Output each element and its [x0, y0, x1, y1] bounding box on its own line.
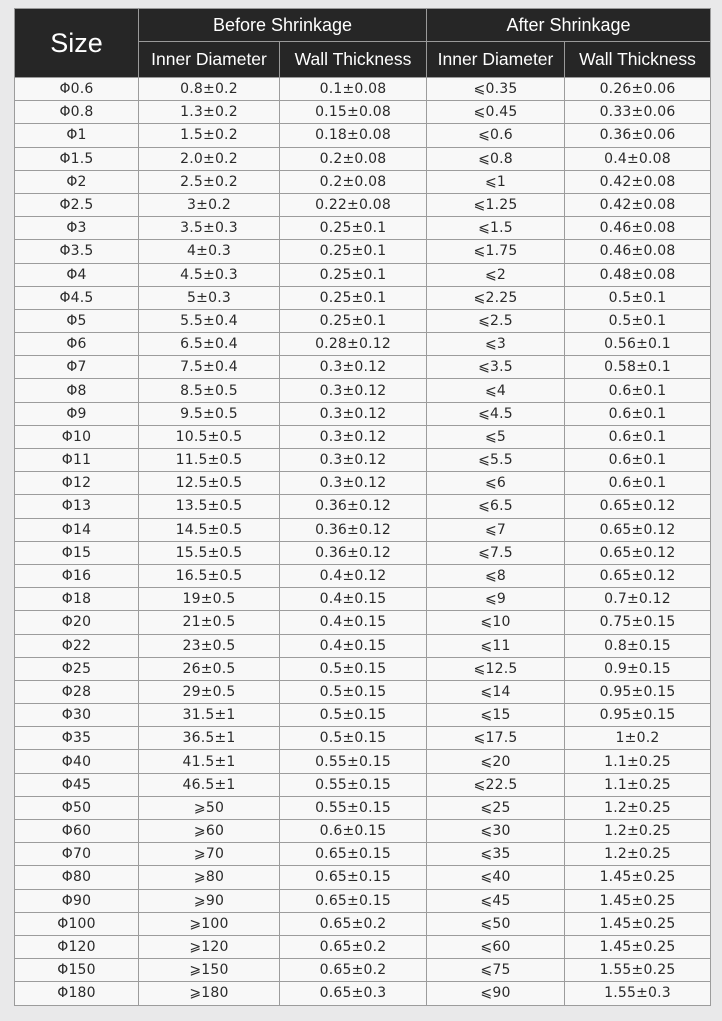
- size-cell: Φ25: [15, 657, 139, 680]
- before-inner-diameter-cell: 5±0.3: [139, 286, 280, 309]
- table-row: [15, 889, 711, 912]
- before-inner-diameter-cell: ⩾60: [139, 820, 280, 843]
- after-shrinkage-header: After Shrinkage: [427, 9, 711, 42]
- before-wall-thickness-cell: 0.55±0.15: [280, 773, 427, 796]
- size-cell: Φ15: [15, 541, 139, 564]
- before-inner-diameter-cell: 4±0.3: [139, 240, 280, 263]
- before-inner-diameter-cell: 21±0.5: [139, 611, 280, 634]
- table-row: [15, 680, 711, 703]
- size-cell: Φ16: [15, 564, 139, 587]
- after-wall-thickness-cell: 0.6±0.1: [565, 402, 711, 425]
- before-wall-thickness-cell: 0.3±0.12: [280, 472, 427, 495]
- after-inner-diameter-cell: ⩽10: [427, 611, 565, 634]
- before-inner-diameter-cell: 36.5±1: [139, 727, 280, 750]
- table-row: [15, 611, 711, 634]
- table-row: [15, 634, 711, 657]
- before-wall-thickness-header: Wall Thickness: [280, 42, 427, 78]
- table-row: [15, 78, 711, 101]
- after-wall-thickness-cell: 0.65±0.12: [565, 541, 711, 564]
- after-wall-thickness-cell: 0.6±0.1: [565, 472, 711, 495]
- table-row: [15, 124, 711, 147]
- before-wall-thickness-cell: 0.25±0.1: [280, 263, 427, 286]
- size-cell: Φ90: [15, 889, 139, 912]
- before-inner-diameter-cell: 9.5±0.5: [139, 402, 280, 425]
- after-inner-diameter-cell: ⩽25: [427, 796, 565, 819]
- after-wall-thickness-cell: 0.6±0.1: [565, 449, 711, 472]
- before-inner-diameter-cell: 2.0±0.2: [139, 147, 280, 170]
- before-inner-diameter-cell: 19±0.5: [139, 588, 280, 611]
- before-wall-thickness-cell: 0.18±0.08: [280, 124, 427, 147]
- after-inner-diameter-cell: ⩽1.5: [427, 217, 565, 240]
- before-wall-thickness-cell: 0.65±0.3: [280, 982, 427, 1005]
- before-wall-thickness-cell: 0.6±0.15: [280, 820, 427, 843]
- before-wall-thickness-cell: 0.25±0.1: [280, 286, 427, 309]
- before-wall-thickness-cell: 0.4±0.15: [280, 634, 427, 657]
- before-inner-diameter-cell: 5.5±0.4: [139, 309, 280, 332]
- after-wall-thickness-cell: 1.2±0.25: [565, 820, 711, 843]
- after-wall-thickness-cell: 1.55±0.25: [565, 959, 711, 982]
- after-inner-diameter-cell: ⩽60: [427, 935, 565, 958]
- size-cell: Φ45: [15, 773, 139, 796]
- before-wall-thickness-cell: 0.65±0.15: [280, 843, 427, 866]
- table-row: [15, 750, 711, 773]
- size-cell: Φ9: [15, 402, 139, 425]
- size-cell: Φ150: [15, 959, 139, 982]
- size-cell: Φ12: [15, 472, 139, 495]
- after-wall-thickness-cell: 0.58±0.1: [565, 356, 711, 379]
- after-wall-thickness-cell: 0.7±0.12: [565, 588, 711, 611]
- size-cell: Φ10: [15, 425, 139, 448]
- before-inner-diameter-cell: 16.5±0.5: [139, 564, 280, 587]
- size-cell: Φ5: [15, 309, 139, 332]
- after-inner-diameter-cell: ⩽6: [427, 472, 565, 495]
- after-inner-diameter-cell: ⩽17.5: [427, 727, 565, 750]
- size-cell: Φ20: [15, 611, 139, 634]
- before-wall-thickness-cell: 0.65±0.15: [280, 866, 427, 889]
- after-wall-thickness-cell: 0.33±0.06: [565, 101, 711, 124]
- size-cell: Φ6: [15, 333, 139, 356]
- after-inner-diameter-cell: ⩽35: [427, 843, 565, 866]
- size-cell: Φ180: [15, 982, 139, 1005]
- table-row: [15, 982, 711, 1005]
- after-inner-diameter-cell: ⩽14: [427, 680, 565, 703]
- after-inner-diameter-cell: ⩽7.5: [427, 541, 565, 564]
- spec-table-container: [14, 8, 710, 1006]
- before-wall-thickness-cell: 0.5±0.15: [280, 704, 427, 727]
- before-wall-thickness-cell: 0.55±0.15: [280, 796, 427, 819]
- table-row: [15, 518, 711, 541]
- size-cell: Φ3.5: [15, 240, 139, 263]
- size-cell: Φ18: [15, 588, 139, 611]
- table-row: [15, 843, 711, 866]
- before-inner-diameter-cell: 1.5±0.2: [139, 124, 280, 147]
- after-inner-diameter-cell: ⩽90: [427, 982, 565, 1005]
- after-inner-diameter-cell: ⩽5.5: [427, 449, 565, 472]
- before-inner-diameter-cell: 13.5±0.5: [139, 495, 280, 518]
- before-wall-thickness-cell: 0.15±0.08: [280, 101, 427, 124]
- after-inner-diameter-cell: ⩽2.5: [427, 309, 565, 332]
- before-wall-thickness-cell: 0.25±0.1: [280, 240, 427, 263]
- after-wall-thickness-cell: 0.65±0.12: [565, 495, 711, 518]
- table-row: [15, 773, 711, 796]
- table-row: [15, 217, 711, 240]
- before-inner-diameter-cell: 7.5±0.4: [139, 356, 280, 379]
- after-wall-thickness-cell: 0.6±0.1: [565, 425, 711, 448]
- size-cell: Φ30: [15, 704, 139, 727]
- after-wall-thickness-cell: 0.56±0.1: [565, 333, 711, 356]
- before-inner-diameter-cell: 23±0.5: [139, 634, 280, 657]
- table-row: [15, 309, 711, 332]
- size-cell: Φ70: [15, 843, 139, 866]
- after-wall-thickness-cell: 1.45±0.25: [565, 912, 711, 935]
- table-row: [15, 170, 711, 193]
- table-row: [15, 912, 711, 935]
- after-inner-diameter-cell: ⩽50: [427, 912, 565, 935]
- table-row: [15, 704, 711, 727]
- before-wall-thickness-cell: 0.36±0.12: [280, 495, 427, 518]
- table-row: [15, 935, 711, 958]
- after-wall-thickness-cell: 0.8±0.15: [565, 634, 711, 657]
- size-cell: Φ1: [15, 124, 139, 147]
- after-wall-thickness-cell: 0.42±0.08: [565, 170, 711, 193]
- table-row: [15, 147, 711, 170]
- after-inner-diameter-cell: ⩽0.8: [427, 147, 565, 170]
- after-inner-diameter-cell: ⩽2: [427, 263, 565, 286]
- after-wall-thickness-cell: 0.46±0.08: [565, 217, 711, 240]
- table-row: [15, 472, 711, 495]
- table-row: [15, 379, 711, 402]
- before-inner-diameter-cell: 3.5±0.3: [139, 217, 280, 240]
- after-inner-diameter-cell: ⩽3.5: [427, 356, 565, 379]
- before-wall-thickness-cell: 0.65±0.15: [280, 889, 427, 912]
- before-inner-diameter-cell: 14.5±0.5: [139, 518, 280, 541]
- before-wall-thickness-cell: 0.5±0.15: [280, 680, 427, 703]
- after-inner-diameter-cell: ⩽3: [427, 333, 565, 356]
- after-wall-thickness-cell: 0.46±0.08: [565, 240, 711, 263]
- size-cell: Φ13: [15, 495, 139, 518]
- before-wall-thickness-cell: 0.4±0.15: [280, 611, 427, 634]
- size-cell: Φ0.6: [15, 78, 139, 101]
- table-row: [15, 657, 711, 680]
- size-cell: Φ35: [15, 727, 139, 750]
- after-wall-thickness-cell: 1.45±0.25: [565, 889, 711, 912]
- before-inner-diameter-cell: 41.5±1: [139, 750, 280, 773]
- before-inner-diameter-cell: 29±0.5: [139, 680, 280, 703]
- before-inner-diameter-cell: 0.8±0.2: [139, 78, 280, 101]
- before-inner-diameter-cell: ⩾70: [139, 843, 280, 866]
- size-cell: Φ3: [15, 217, 139, 240]
- before-wall-thickness-cell: 0.22±0.08: [280, 193, 427, 216]
- size-cell: Φ100: [15, 912, 139, 935]
- after-inner-diameter-cell: ⩽1: [427, 170, 565, 193]
- before-wall-thickness-cell: 0.3±0.12: [280, 425, 427, 448]
- before-wall-thickness-cell: 0.3±0.12: [280, 356, 427, 379]
- after-inner-diameter-cell: ⩽7: [427, 518, 565, 541]
- after-inner-diameter-cell: ⩽9: [427, 588, 565, 611]
- after-wall-thickness-cell: 0.5±0.1: [565, 309, 711, 332]
- after-inner-diameter-cell: ⩽0.35: [427, 78, 565, 101]
- after-wall-thickness-cell: 0.42±0.08: [565, 193, 711, 216]
- before-wall-thickness-cell: 0.65±0.2: [280, 959, 427, 982]
- after-inner-diameter-cell: ⩽30: [427, 820, 565, 843]
- after-wall-thickness-cell: 0.65±0.12: [565, 564, 711, 587]
- after-inner-diameter-cell: ⩽22.5: [427, 773, 565, 796]
- after-wall-thickness-cell: 1.2±0.25: [565, 796, 711, 819]
- size-cell: Φ7: [15, 356, 139, 379]
- before-wall-thickness-cell: 0.4±0.12: [280, 564, 427, 587]
- after-inner-diameter-cell: ⩽0.6: [427, 124, 565, 147]
- size-cell: Φ60: [15, 820, 139, 843]
- before-inner-diameter-cell: 10.5±0.5: [139, 425, 280, 448]
- before-inner-diameter-cell: 15.5±0.5: [139, 541, 280, 564]
- before-inner-diameter-cell: ⩾180: [139, 982, 280, 1005]
- before-inner-diameter-cell: 11.5±0.5: [139, 449, 280, 472]
- after-inner-diameter-cell: ⩽1.75: [427, 240, 565, 263]
- table-row: [15, 101, 711, 124]
- after-wall-thickness-cell: 0.48±0.08: [565, 263, 711, 286]
- before-inner-diameter-cell: ⩾150: [139, 959, 280, 982]
- after-inner-diameter-cell: ⩽1.25: [427, 193, 565, 216]
- before-wall-thickness-cell: 0.65±0.2: [280, 912, 427, 935]
- after-wall-thickness-cell: 1.45±0.25: [565, 866, 711, 889]
- before-inner-diameter-cell: ⩾50: [139, 796, 280, 819]
- size-cell: Φ80: [15, 866, 139, 889]
- table-row: [15, 333, 711, 356]
- table-header: [15, 9, 711, 78]
- table-row: [15, 866, 711, 889]
- before-wall-thickness-cell: 0.25±0.1: [280, 309, 427, 332]
- size-cell: Φ40: [15, 750, 139, 773]
- after-wall-thickness-cell: 0.95±0.15: [565, 704, 711, 727]
- after-wall-thickness-cell: 0.4±0.08: [565, 147, 711, 170]
- after-wall-thickness-cell: 0.5±0.1: [565, 286, 711, 309]
- before-wall-thickness-cell: 0.36±0.12: [280, 518, 427, 541]
- table-row: [15, 796, 711, 819]
- table-row: [15, 449, 711, 472]
- table-row: [15, 240, 711, 263]
- before-wall-thickness-cell: 0.4±0.15: [280, 588, 427, 611]
- size-cell: Φ120: [15, 935, 139, 958]
- before-inner-diameter-cell: 2.5±0.2: [139, 170, 280, 193]
- size-cell: Φ28: [15, 680, 139, 703]
- before-wall-thickness-cell: 0.55±0.15: [280, 750, 427, 773]
- after-inner-diameter-cell: ⩽4: [427, 379, 565, 402]
- before-wall-thickness-cell: 0.36±0.12: [280, 541, 427, 564]
- before-wall-thickness-cell: 0.2±0.08: [280, 147, 427, 170]
- size-cell: Φ1.5: [15, 147, 139, 170]
- before-wall-thickness-cell: 0.3±0.12: [280, 402, 427, 425]
- after-wall-thickness-cell: 1.2±0.25: [565, 843, 711, 866]
- before-wall-thickness-cell: 0.3±0.12: [280, 379, 427, 402]
- after-inner-diameter-cell: ⩽11: [427, 634, 565, 657]
- table-row: [15, 402, 711, 425]
- table-row: [15, 820, 711, 843]
- after-wall-thickness-cell: 0.6±0.1: [565, 379, 711, 402]
- before-wall-thickness-cell: 0.1±0.08: [280, 78, 427, 101]
- before-wall-thickness-cell: 0.3±0.12: [280, 449, 427, 472]
- after-inner-diameter-cell: ⩽40: [427, 866, 565, 889]
- table-row: [15, 959, 711, 982]
- after-inner-diameter-cell: ⩽45: [427, 889, 565, 912]
- after-inner-diameter-cell: ⩽8: [427, 564, 565, 587]
- after-inner-diameter-cell: ⩽4.5: [427, 402, 565, 425]
- before-inner-diameter-cell: ⩾90: [139, 889, 280, 912]
- before-inner-diameter-header: Inner Diameter: [139, 42, 280, 78]
- size-cell: Φ14: [15, 518, 139, 541]
- before-wall-thickness-cell: 0.5±0.15: [280, 727, 427, 750]
- after-wall-thickness-cell: 1.1±0.25: [565, 750, 711, 773]
- table-row: [15, 193, 711, 216]
- after-wall-thickness-cell: 0.9±0.15: [565, 657, 711, 680]
- table-body: [15, 78, 711, 1006]
- after-wall-thickness-cell: 1.55±0.3: [565, 982, 711, 1005]
- before-inner-diameter-cell: 46.5±1: [139, 773, 280, 796]
- after-inner-diameter-cell: ⩽5: [427, 425, 565, 448]
- after-wall-thickness-cell: 0.36±0.06: [565, 124, 711, 147]
- before-inner-diameter-cell: 6.5±0.4: [139, 333, 280, 356]
- size-cell: Φ4: [15, 263, 139, 286]
- after-wall-thickness-cell: 0.65±0.12: [565, 518, 711, 541]
- before-inner-diameter-cell: 12.5±0.5: [139, 472, 280, 495]
- size-cell: Φ2: [15, 170, 139, 193]
- before-inner-diameter-cell: ⩾100: [139, 912, 280, 935]
- table-row: [15, 356, 711, 379]
- after-wall-thickness-cell: 0.26±0.06: [565, 78, 711, 101]
- table-row: [15, 286, 711, 309]
- after-inner-diameter-cell: ⩽75: [427, 959, 565, 982]
- before-wall-thickness-cell: 0.2±0.08: [280, 170, 427, 193]
- after-inner-diameter-cell: ⩽0.45: [427, 101, 565, 124]
- table-row: [15, 495, 711, 518]
- after-wall-thickness-cell: 1.45±0.25: [565, 935, 711, 958]
- size-cell: Φ4.5: [15, 286, 139, 309]
- before-inner-diameter-cell: 26±0.5: [139, 657, 280, 680]
- table-row: [15, 588, 711, 611]
- before-wall-thickness-cell: 0.28±0.12: [280, 333, 427, 356]
- after-wall-thickness-cell: 0.75±0.15: [565, 611, 711, 634]
- after-inner-diameter-cell: ⩽6.5: [427, 495, 565, 518]
- table-row: [15, 263, 711, 286]
- after-wall-thickness-cell: 1.1±0.25: [565, 773, 711, 796]
- after-inner-diameter-cell: ⩽20: [427, 750, 565, 773]
- before-inner-diameter-cell: 31.5±1: [139, 704, 280, 727]
- table-row: [15, 541, 711, 564]
- table-row: [15, 727, 711, 750]
- before-inner-diameter-cell: 3±0.2: [139, 193, 280, 216]
- before-inner-diameter-cell: 4.5±0.3: [139, 263, 280, 286]
- size-cell: Φ2.5: [15, 193, 139, 216]
- size-cell: Φ22: [15, 634, 139, 657]
- before-wall-thickness-cell: 0.5±0.15: [280, 657, 427, 680]
- size-cell: Φ8: [15, 379, 139, 402]
- before-inner-diameter-cell: ⩾120: [139, 935, 280, 958]
- shrinkage-spec-table: [14, 8, 711, 1006]
- after-wall-thickness-cell: 0.95±0.15: [565, 680, 711, 703]
- size-column-header: Size: [15, 9, 139, 78]
- table-row: [15, 425, 711, 448]
- before-inner-diameter-cell: 8.5±0.5: [139, 379, 280, 402]
- after-wall-thickness-header: Wall Thickness: [565, 42, 711, 78]
- before-inner-diameter-cell: ⩾80: [139, 866, 280, 889]
- before-inner-diameter-cell: 1.3±0.2: [139, 101, 280, 124]
- before-wall-thickness-cell: 0.25±0.1: [280, 217, 427, 240]
- after-inner-diameter-cell: ⩽2.25: [427, 286, 565, 309]
- after-inner-diameter-cell: ⩽15: [427, 704, 565, 727]
- size-cell: Φ50: [15, 796, 139, 819]
- before-shrinkage-header: Before Shrinkage: [139, 9, 427, 42]
- size-cell: Φ0.8: [15, 101, 139, 124]
- after-inner-diameter-header: Inner Diameter: [427, 42, 565, 78]
- size-cell: Φ11: [15, 449, 139, 472]
- after-wall-thickness-cell: 1±0.2: [565, 727, 711, 750]
- before-wall-thickness-cell: 0.65±0.2: [280, 935, 427, 958]
- table-row: [15, 564, 711, 587]
- after-inner-diameter-cell: ⩽12.5: [427, 657, 565, 680]
